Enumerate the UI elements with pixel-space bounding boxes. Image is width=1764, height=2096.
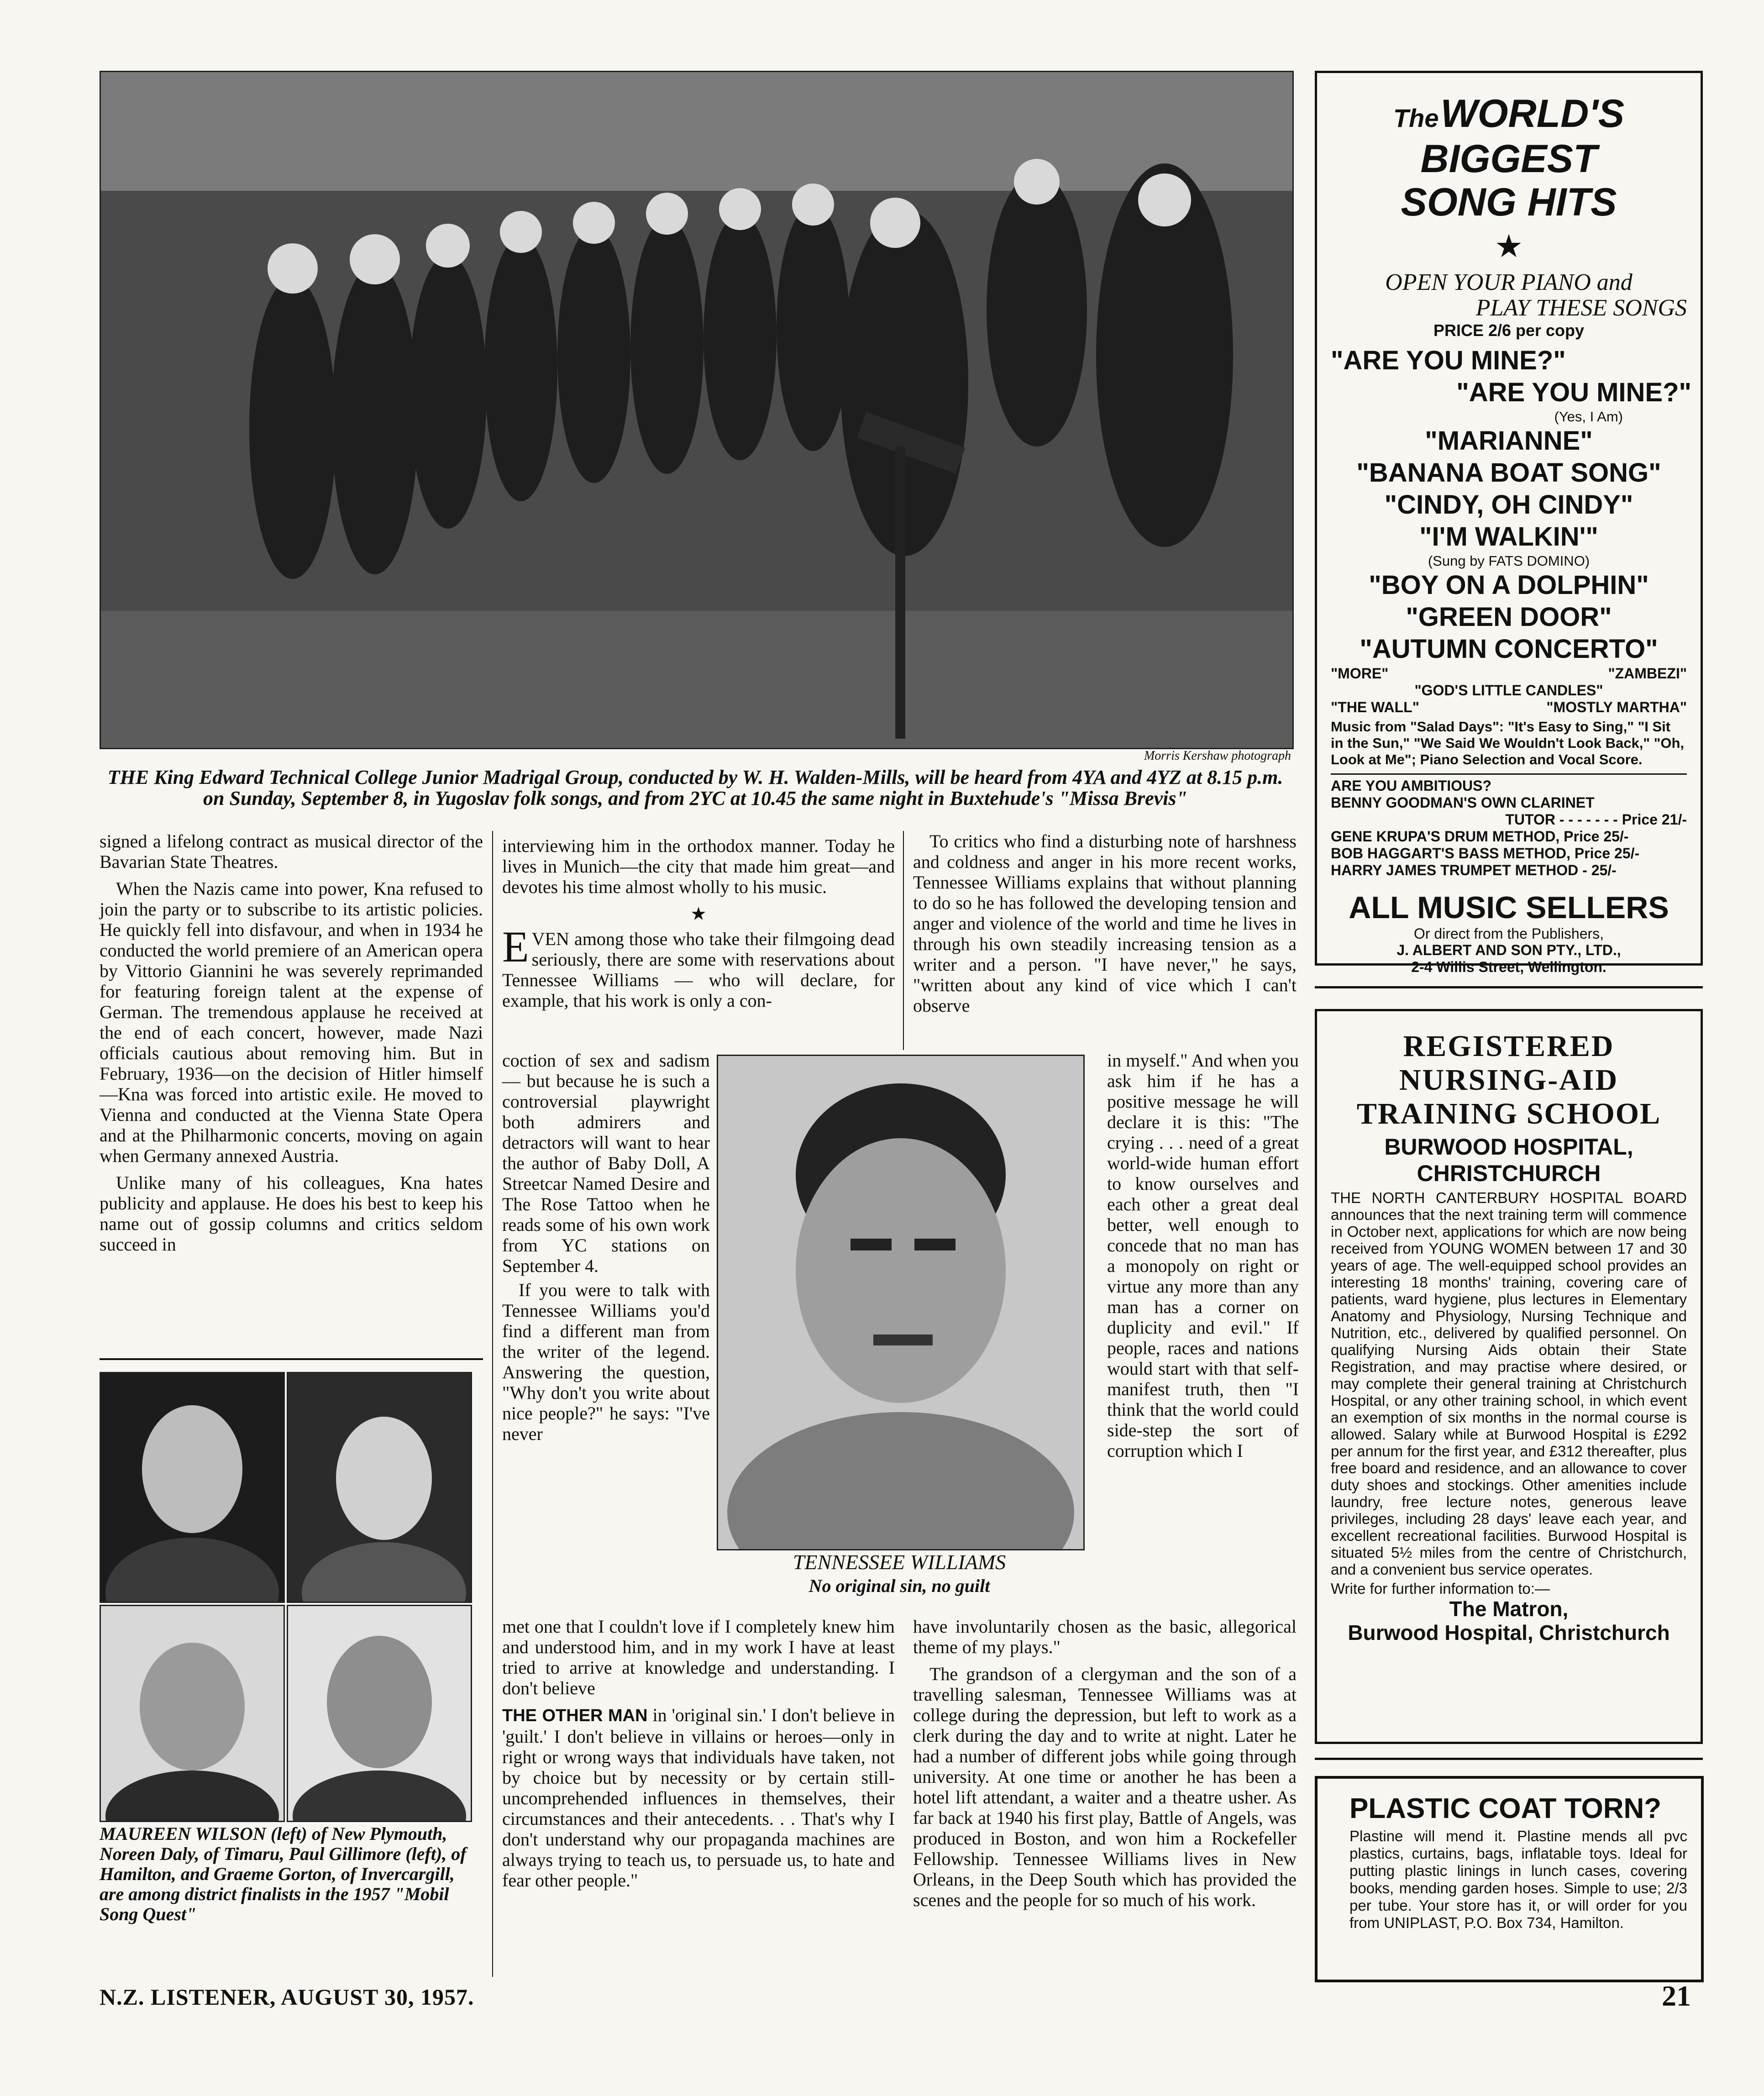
song-title: "BOY ON A DOLPHIN": [1369, 570, 1649, 600]
song-row: [1317, 699, 1701, 716]
ad-address: 2-4 Willis Street, Wellington.: [1411, 959, 1606, 975]
ad-title-big: WORLD'S BIGGEST: [1420, 92, 1625, 181]
ad-song-hits: [1315, 71, 1703, 975]
col2-paragraph-text: in 'original sin.' I don't believe in 'guilt.' I don't believe in villains or heroes—only in right or wrong ways that individuals have taken, not by choice but by necessity or by certain still-uncomprehended influences in themselves, their circumstances and their antecedents. . . That's why I don't understand why our propaganda machines are always trying to teach us, to persuade us, to hate and fear other people.": [502, 1705, 895, 1891]
portrait-illustration: [288, 1606, 471, 1821]
column-rule: [492, 831, 493, 1977]
col2-paragraph: met one that I couldn't love if I completely knew him and understood him, and in my work I have at least tried to arrive at knowledge and understanding. I don't believe: [502, 1616, 895, 1698]
col2-paragraph: [502, 922, 895, 1011]
song-row: [1317, 665, 1701, 682]
portrait-illustration: [101, 1606, 284, 1821]
portrait-paul-gillimore: [100, 1605, 285, 1822]
song-title: "MORE": [1331, 665, 1389, 682]
col2-paragraph: interviewing him in the orthodox manner. Today he lives in Munich—the city that made him great—and devotes his time almost wholly to his music.: [502, 835, 895, 897]
song-note: (Yes, I Am): [1554, 409, 1623, 425]
col3-paragraph: To critics who find a disturbing note of harshness and coldness and anger in his more recent works, Tennessee Williams explains that without planning to do so he has followed the developing tension and anger and violence of the world and time he lives in through his own steadily increasing tension as a writer and a person. "I have never," he says, "written about any kind of vice which I can't observe: [913, 831, 1297, 1016]
section-subhead: THE OTHER MAN: [502, 1706, 648, 1725]
williams-photo-subcaption: No original sin, no guilt: [808, 1576, 990, 1596]
portrait-noreen-daly: [287, 1372, 472, 1603]
tennessee-williams-photo: [717, 1055, 1085, 1550]
ad-line: PLAY THESE SONGS: [1475, 295, 1687, 321]
williams-photo-name: TENNESSEE WILLIAMS: [793, 1550, 1006, 1574]
col3-paragraph: have involuntarily chosen as the basic, allegorical theme of my plays.": [913, 1616, 1297, 1657]
ad-body: THE NORTH CANTERBURY HOSPITAL BOARD announces that the next training term will commence in October next, applications for which are now being received from YOUNG WOMEN between 17 and 30 years of age. The well-equipped school provides an interesting 18 months' training, covering care of patients, ward hygiene, plus lectures in Elementary Anatomy and Physiology, Nursing Technique and Nutrition, etc., delivered by qualified personnel. On qualifying Nursing Aids obtain their State Registration, and may practise where desired, or may complete their general training at Christchurch Hospital, or any other training school, in which event an exemption of six months in the normal course is allowed. Salary while at Burwood Hospital is £292 per annum for the first year, and £312 thereafter, plus free board and residence, and an allowance to cover duty shoes and stockings. Other amenities include laundry, free lecture notes, generous leave privileges, including 28 days' leave each year, and excellent recreational facilities. Burwood Hospital is situated 5½ miles from the centre of Christchurch, and a convenient bus service operates.: [1331, 1189, 1687, 1578]
song-title: "ARE YOU MINE?": [1456, 378, 1691, 407]
ad-direct: Or direct from the Publishers,: [1413, 925, 1604, 942]
portrait-illustration: [101, 1373, 284, 1602]
article-column-2-bottom: [502, 1616, 895, 1897]
portrait-maureen-wilson: [100, 1372, 285, 1603]
ad-ambitious: ARE YOU AMBITIOUS?: [1331, 777, 1492, 794]
ad-title-small: The: [1393, 104, 1439, 132]
photo-credit: Morris Kershaw photograph: [1144, 749, 1291, 763]
ad-plastic-title: PLASTIC COAT TORN?: [1349, 1793, 1662, 1824]
song-title: "ARE YOU MINE?": [1331, 346, 1566, 375]
star-icon: ★: [1494, 229, 1523, 264]
page-number: 21: [1662, 1980, 1691, 2012]
ad-publisher: J. ALBERT AND SON PTY., LTD.,: [1396, 942, 1621, 958]
song-title: "BANANA BOAT SONG": [1356, 458, 1661, 488]
ad-sellers: ALL MUSIC SELLERS: [1349, 890, 1669, 925]
song-title: "THE WALL": [1331, 699, 1419, 715]
portrait-illustration: [718, 1056, 1083, 1549]
article-column-3-bottom: [913, 1616, 1297, 1917]
salad-days-text: Music from "Salad Days": "It's Easy to Sing," "I Sit in the Sun," "We Said We Wouldn't Look Back," "Oh, Look at Me"; Piano Selection and Vocal Score.: [1331, 719, 1685, 767]
col2-paragraph: [502, 1705, 895, 1891]
song-title: "AUTUMN CONCERTO": [1360, 634, 1658, 664]
col1-paragraph: signed a lifelong contract as musical director of the Bavarian State Theatres.: [100, 831, 483, 872]
ad-separator: [1315, 986, 1703, 988]
article-column-1: [100, 831, 483, 1261]
song-title: "CINDY, OH CINDY": [1384, 490, 1633, 520]
portrait-graeme-gorton: [287, 1605, 472, 1822]
ad-plastic-coat: [1315, 1776, 1704, 1982]
col2-paragraph: coction of sex and sadism — but because he is such a controversial playwright both admirers and detractors will want to hear the author of Baby Doll, A Streetcar Named Desire and The Rose Tattoo when he reads some of his own work from YC stations on September 4.: [502, 1050, 710, 1276]
song-title: "MARIANNE": [1425, 426, 1593, 456]
col1-paragraph: When the Nazis came into power, Kna refused to join the party or to subscribe to its artistic policies. He quickly fell into disfavour, and when in 1934 he conducted the world premiere of an American opera by Vittorio Giannini he was severely reprimanded for featuring foreign talent at the expense of German. The tremendous applause he received at the end of each concert, however, made Nazi officials cautious about removing him. But in February, 1936—on the decision of Hitler himself—Kna was forced into artistic exile. He moved to Vienna and conducted at the Vienna State Opera and at the Philharmonic concerts, moving on again when Germany annexed Austria.: [100, 878, 483, 1166]
ad-heading: NURSING-AID: [1399, 1063, 1619, 1097]
ad-subheading: CHRISTCHURCH: [1417, 1161, 1601, 1186]
page-footer-title: N.Z. LISTENER, AUGUST 30, 1957.: [100, 1984, 474, 2010]
drop-cap: E: [502, 922, 529, 971]
ad-heading: TRAINING SCHOOL: [1356, 1097, 1661, 1130]
choir-photo-illustration: [101, 72, 1292, 748]
ad-matron: The Matron,: [1449, 1597, 1569, 1621]
choir-photo-caption: THE King Edward Technical College Junior Madrigal Group, conducted by W. H. Walden-Mills, will be heard from 4YA and 4YZ at 8.15 p.m. on Sunday, September 8, in Yugoslav folk songs, and from 2YC at 10.45 the same night in Buxtehude's "Missa Brevis": [107, 766, 1283, 809]
article-column-3-top: [913, 831, 1297, 1022]
ad-write: Write for further information to:—: [1331, 1580, 1550, 1597]
song-title: "MOSTLY MARTHA": [1546, 699, 1687, 715]
ad-hospital: Burwood Hospital, Christchurch: [1348, 1621, 1670, 1644]
ad-line: OPEN YOUR PIANO and: [1385, 269, 1633, 295]
song-note: (Sung by FATS DOMINO): [1428, 553, 1590, 569]
portrait-illustration: [288, 1373, 471, 1602]
ad-nursing-school: [1315, 1009, 1703, 1744]
column-rule: [100, 1358, 483, 1360]
ad-divider: [1331, 773, 1687, 775]
col3-paragraph: in myself." And when you ask him if he has a positive message he will declare it is this: "The crying . . . need of a great world-wide human effort to know ourselves and each other a great deal better, well enough to concede that no man has a monopoly on right or virtue any more than any man has a corner on duplicity and evil." If people, races and nations would start with that self-manifest truth, then "I think that the world could side-step the sort of corruption which I: [1107, 1050, 1299, 1461]
ad-title-big: SONG HITS: [1401, 180, 1617, 224]
col2-paragraph: If you were to talk with Tennessee Williams you'd find a different man from the writer of the legend. Answering the question, "Why don't you write about nice people?" he says: "I've never: [502, 1280, 710, 1444]
song-title: "ZAMBEZI": [1608, 665, 1687, 682]
col3-paragraph: The grandson of a clergyman and the son of a travelling salesman, Tennessee Williams was at college during the depression, but left to work as a clerk during the day and to write at night. Later he had a number of different jobs while going through university. At one time or another he has been a hotel lift attendant, a waiter and a theatre usher. As far back at 1940 his first play, Battle of Angels, was produced in Boston, and won him a Rockefeller Fellowship. Tennessee Williams lives in New Orleans, in the Deep South which has provided the scenes and the people for so much of his work.: [913, 1664, 1297, 1910]
star-divider-icon: ★: [690, 904, 707, 924]
ad-plastic-body: Plastine will mend it. Plastine mends all pvc plastics, curtains, bags, inflatable toys. Ideal for putting plastic linings in lunch cases, covering books, mending garden hoses. Simple to use; 2/3 per tube. Your store has it, or will order for you from UNIPLAST, P.O. Box 734, Hamilton.: [1349, 1828, 1687, 1931]
ad-price: PRICE 2/6 per copy: [1433, 321, 1585, 340]
portraits-caption: MAUREEN WILSON (left) of New Plymouth, Noreen Daly, of Timaru, Paul Gillimore (left), of Hamilton, and Graeme Gorton, of Invercargill, are among district finalists in the 1957 "Mobil Song Quest": [100, 1823, 467, 1924]
method-line: BENNY GOODMAN'S OWN CLARINET: [1331, 794, 1595, 811]
song-title: "I'M WALKIN'": [1419, 522, 1598, 552]
method-line: BOB HAGGART'S BASS METHOD, Price 25/-: [1331, 845, 1640, 862]
song-title: "GOD'S LITTLE CANDLES": [1414, 682, 1603, 699]
choir-photo: [100, 71, 1294, 749]
ad-heading: REGISTERED: [1403, 1030, 1615, 1063]
method-line: HARRY JAMES TRUMPET METHOD - 25/-: [1331, 862, 1617, 878]
column-rule: [903, 831, 904, 1050]
ad-subheading: BURWOOD HOSPITAL,: [1384, 1134, 1633, 1160]
ad-separator: [1315, 1758, 1703, 1760]
article-column-2-narrow: [502, 1050, 710, 1444]
method-line: GENE KRUPA'S DRUM METHOD, Price 25/-: [1331, 828, 1629, 845]
method-line: TUTOR - - - - - - - Price 21/-: [1505, 811, 1687, 828]
col1-paragraph: Unlike many of his colleagues, Kna hates publicity and applause. He does his best to keep his name out of gossip columns and critics seldom succeed in: [100, 1172, 483, 1255]
col2-paragraph-text: VEN among those who take their filmgoing dead seriously, there are some with reservations about Tennessee Williams — who will declare, for example, that his work is only a con-: [502, 929, 895, 1011]
article-column-3-narrow: [1107, 1050, 1299, 1461]
article-column-2-top: [502, 835, 895, 1017]
song-title: "GREEN DOOR": [1406, 602, 1612, 632]
